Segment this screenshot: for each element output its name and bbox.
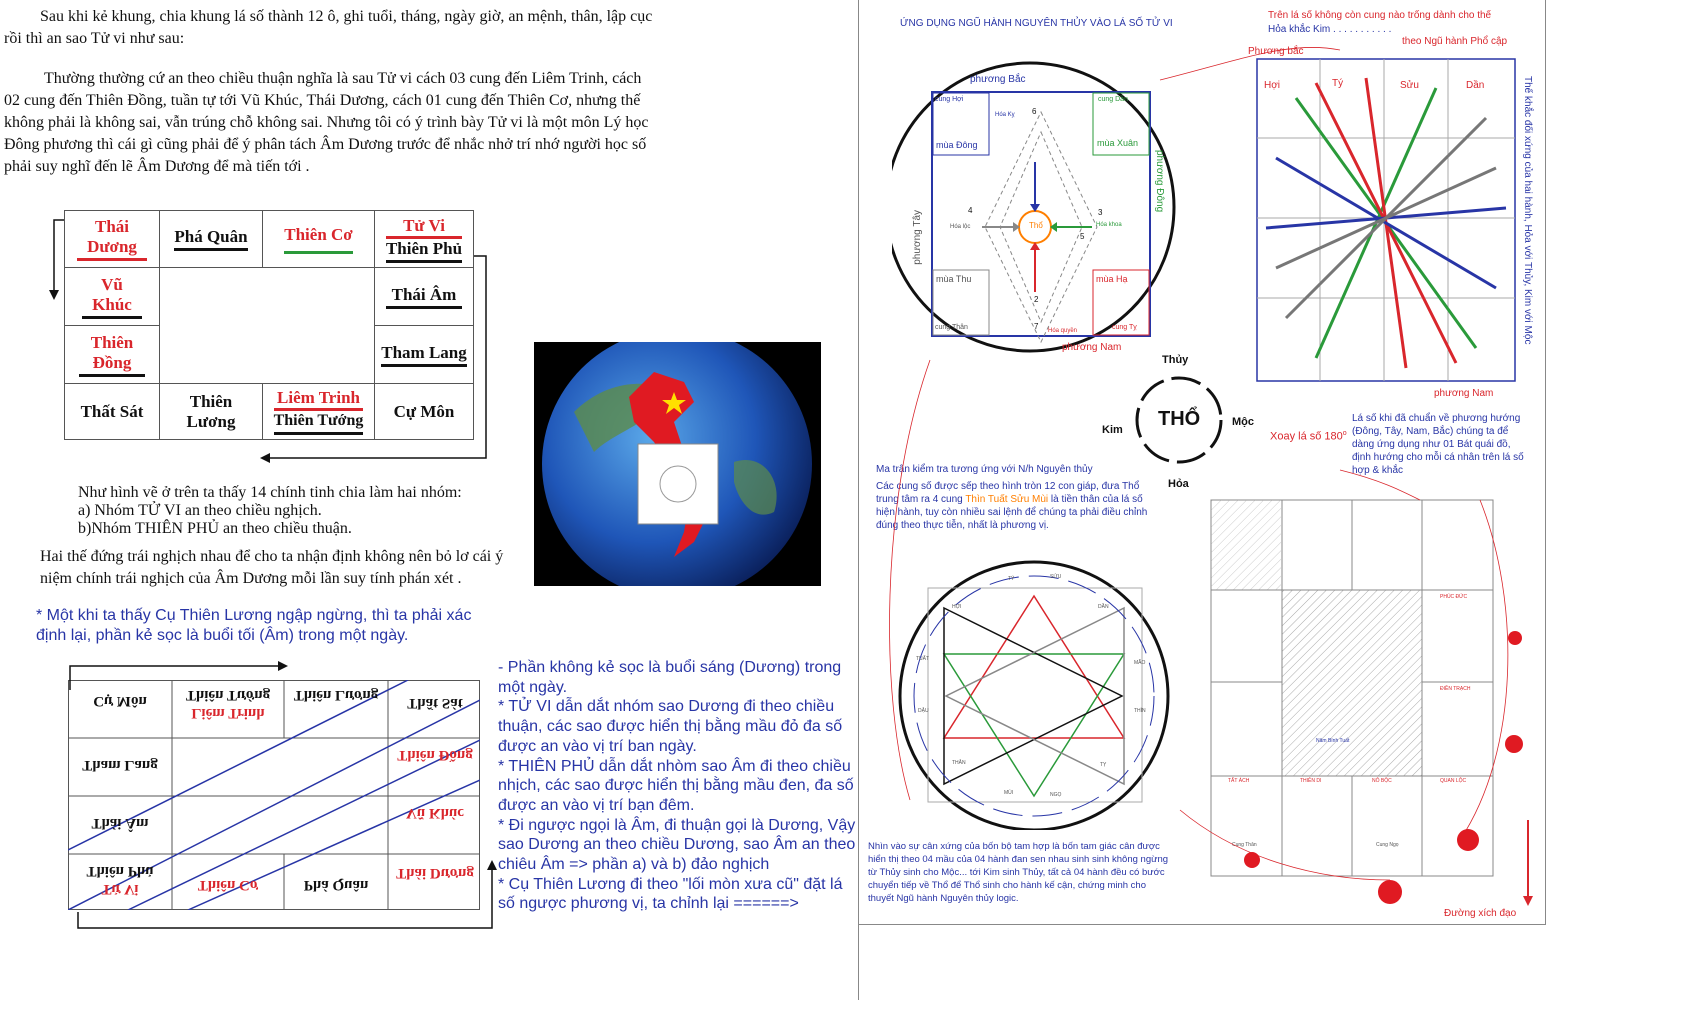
star-label-hoi: HỢI: [952, 604, 962, 610]
panel-divider: [858, 0, 859, 1000]
grid1-arrows: [40, 200, 500, 470]
label-n2: 2: [1034, 295, 1039, 304]
chart-label-dien-trach: ĐIỀN TRẠCH: [1440, 686, 1471, 692]
star-label-mui: MÙI: [1004, 790, 1014, 796]
phuong-nam-right: phương Nam: [1434, 388, 1494, 399]
star-label-tuat: TUẤT: [916, 656, 930, 662]
star-liem-trinh: Liêm Trinh: [277, 388, 360, 407]
star-that-sat: Thất Sát: [80, 401, 144, 421]
star-thai-duong: Thái Dương: [77, 217, 147, 261]
label-cung-than: cung Thân: [935, 324, 968, 331]
label-phuong-dong: phương Đông: [1154, 150, 1165, 213]
star-pha-quan: Phá Quân: [174, 227, 247, 251]
globe-illustration: [534, 342, 821, 586]
mirror-liem-trinh: Liêm Trinh Thiên Tướng: [185, 687, 271, 721]
star-thien-phu: Thiên Phủ: [386, 236, 462, 263]
star-thien-dong: Thiên Đồng: [79, 333, 145, 377]
note-top-1: Trên lá số không còn cung nào trống dành cho thế: [1268, 10, 1492, 21]
blue-list-item-4: * Đi ngược ngọi là Âm, đi thuận gọi là Dương, Vậy sao Dương an theo chiều Dương, sao Âm an theo chiêu Âm => phần a) và b) đảo nghịch: [498, 816, 856, 874]
connector-lines: [860, 0, 1544, 924]
chart-label-no-boc: NÔ BỘC: [1372, 778, 1392, 784]
element-kim: Kim: [1102, 424, 1123, 436]
mirror-pha-quan: Phá Quân: [303, 877, 369, 893]
element-moc: Mộc: [1232, 416, 1254, 428]
branch-ty: Tý: [1332, 78, 1344, 89]
chart-label-nam: Năm Bính Tuất: [1316, 738, 1350, 744]
label-n3: 3: [1098, 208, 1103, 217]
element-thuy: Thủy: [1162, 354, 1189, 366]
chart-label-cung-ngo: Cung Ngọ: [1376, 842, 1399, 848]
side-vertical-text: Thế khắc đối xứng của hai hành, Hỏa với Thủy, Kim với Mộc: [1522, 76, 1533, 345]
panel-divider-right: [1545, 0, 1546, 925]
matrix-note: Các cung số được sếp theo hình tròn 12 con giáp, đưa Thổ trung tâm ra 4 cung Thìn Tuất Sửu Mùi là tiền thân của lá số hiện hành, tuy còn nhiều sai lệnh để chúng ta phải điều chỉnh đúng theo thực tiễn, nhất là phương vị.: [876, 481, 1148, 531]
matrix-note-title: Ma trận kiểm tra tương ứng với N/h Nguyên thủy: [876, 464, 1093, 475]
blue-list-item-5: * Cụ Thiên Lương đi theo "lối mòn xưa cũ" đặt lá số ngược phương vị, ta chỉnh lại ======>: [498, 875, 843, 913]
star-label-dan: DẦN: [1098, 604, 1109, 610]
mirror-that-sat: Thất Sát: [407, 695, 463, 711]
star-label-mao: MÃO: [1134, 660, 1146, 666]
blue-list-item-2: * TỬ VI dẫn dắt nhóm sao Dương đi theo chiều thuận, các sao được hiển thị bằng mầu đỏ đa số được an vào vị trí ban ngày.: [498, 698, 843, 755]
star-label-ty2: TỴ: [1100, 762, 1107, 768]
chart-label-cung-than: Cung Thân: [1232, 842, 1257, 848]
label-mua-ha: mùa Hạ: [1096, 274, 1128, 284]
label-n6: 6: [1032, 107, 1037, 116]
element-tho: THỔ: [1158, 408, 1201, 430]
branch-dan: Dần: [1466, 80, 1485, 91]
element-hoa: Hỏa: [1168, 478, 1189, 490]
label-phuong-tay: phương Tây: [912, 210, 923, 265]
group-a: a) Nhóm TỬ VI an theo chiều nghịch.: [78, 502, 322, 519]
label-phuong-bac: phương Bắc: [970, 74, 1026, 85]
label-hoa-loc: Hóa lộc: [950, 224, 971, 230]
star-thien-luong: Thiên Lương: [186, 391, 236, 431]
intro-text: Sau khi kẻ khung, chia khung lá số thành 12 ô, ghi tuổi, tháng, ngày giờ, an mệnh, thân, lập cục rồi thì an sao Tử vi như sau:: [4, 8, 653, 47]
panel-divider-bottom: [858, 924, 1546, 925]
blue-list-item-1: - Phần không kẻ sọc là buổi sáng (Dương) trong một ngày.: [498, 659, 842, 696]
mirror-tham-lang: Tham Lang: [82, 757, 158, 773]
duong-xich-dao: Đường xích đạo: [1444, 908, 1517, 919]
conclusion-text: Hai thế đứng trái nghịch nhau để cho ta nhận định không nên bỏ lơ cái ý niệm chính trái nghịch của Âm Dương mỗi lần suy tính phán xét .: [40, 548, 504, 587]
branch-suu: Sửu: [1400, 80, 1419, 91]
phuong-bac-top: Phương bắc: [1248, 46, 1304, 57]
chart-label-quan-loc: QUAN LỘC: [1440, 778, 1467, 784]
branch-hoi: Hợi: [1264, 80, 1281, 91]
label-tho-small: Thổ: [1029, 221, 1043, 230]
mirror-thien-luong: Thiên Lương: [293, 687, 379, 703]
star-thai-am: Thái Âm: [386, 285, 462, 309]
mirror-vu-khuc: Vũ Khúc: [406, 805, 464, 821]
blue-list: [498, 658, 858, 914]
mirror-thien-dong: Thiên Đồng: [397, 747, 473, 763]
note-top-2: Hỏa khắc Kim . . . . . . . . . . .: [1268, 24, 1392, 35]
chart-label-thien-di: THIÊN DI: [1300, 778, 1322, 784]
mirror-tu-vi: Tử Vi Thiên Phủ: [86, 863, 154, 897]
star-vu-khuc: Vũ Khúc: [82, 275, 142, 319]
right-title: ỨNG DỤNG NGŨ HÀNH NGUYÊN THỦY VÀO LÁ SỐ TỬ VI: [900, 18, 1173, 29]
label-mua-xuan: mùa Xuân: [1097, 138, 1139, 148]
paragraph-2: Thường thường cứ an theo chiều thuận nghĩa là sau Tử vi cách 03 cung đến Liêm Trinh, cách 02 cung đến Thiên Đồng, tuần tự tới Vũ Khúc, Thái Dương, cách 01 cung đến Thiên Cơ, nhưng thế không phải là không sai, vẫn trúng chỗ không sai. Nhưng tôi có ý trình bày Tử vi là một môn Lý học Đông phương thì cái gì cũng phải để ý phân tách Âm Dương trước để nhắc nhở trí nhớ người học số phải suy nghĩ đến lẽ Âm Dương để mà tiến tới .: [4, 70, 649, 175]
groups-intro: Như hình vẽ ở trên ta thấy 14 chính tinh chia làm hai nhóm:: [78, 484, 462, 501]
star-thien-tuong: Thiên Tướng: [274, 408, 364, 435]
chart-label-phuc-duc: PHÚC ĐỨC: [1440, 594, 1468, 600]
mirror-thai-am: Thái Âm: [91, 815, 149, 831]
bottom-note: Nhìn vào sự cân xứng của bốn bộ tam hợp là bốn tam giác cân được hiển thị theo 04 mầu của 04 hành đan sen nhau sinh sinh không ngừng từ Thủy sinh cho Mộc... tới Kim sinh Thủy, tất cả 04 hành đều có bước chuyển tiếp về Thổ để Thổ sinh cho hành kế cận, chứng minh cho thuyết Ngũ hành Nguyên thủy logic.: [868, 841, 1169, 904]
grid2-arrows: [60, 656, 500, 946]
label-hoa-quyen: Hóa quyền: [1048, 328, 1078, 334]
label-cung-hoi: cung Hợi: [935, 96, 964, 103]
star-label-dau: DẬU: [918, 708, 929, 714]
star-tham-lang: Tham Lang: [381, 343, 467, 367]
globe-image: [534, 342, 821, 586]
note-top-3: theo Ngũ hành Phổ cập: [1402, 36, 1508, 47]
star-label-suu: SỬU: [1050, 574, 1062, 580]
blue-note: * Một khi ta thấy Cụ Thiên Lương ngập ngừng, thì ta phải xác định lại, phần kẻ sọc là buổi tối (Âm) trong một ngày.: [36, 607, 472, 644]
label-hoa-khoa: Hóa khoa: [1096, 222, 1122, 228]
label-hoa-ky: Hóa Kỵ: [995, 112, 1015, 118]
chart-label-tat-ach: TẤT ÁCH: [1228, 778, 1250, 784]
xoay-label: Xoay lá số 180$^o$: [1270, 430, 1347, 443]
group-b: b)Nhóm THIÊN PHỦ an theo chiều thuận.: [78, 520, 352, 537]
label-cung-ty: cung Tỵ: [1112, 324, 1137, 331]
label-n5: 5: [1080, 232, 1085, 241]
label-mua-dong: mùa Đông: [936, 140, 978, 150]
mirror-cu-mon: Cự Môn: [93, 693, 147, 709]
star-thien-co: Thiên Cơ: [284, 225, 352, 254]
star-label-ngo: NGỌ: [1050, 792, 1062, 798]
mirror-thien-co: Thiên Cơ: [197, 877, 259, 893]
mirror-thai-duong: Thái Dương: [396, 865, 474, 881]
star-label-ty: TÝ: [1008, 576, 1015, 582]
blue-list-item-3: * THIÊN PHỦ dẫn dắt nhòm sao Âm đi theo chiều nhịch, các sao được hiển thị bằng mầu đen, đa số được an vào vị trí bạn đêm.: [498, 757, 854, 814]
label-mua-thu: mùa Thu: [936, 274, 972, 284]
star-cu-mon: Cự Môn: [393, 401, 455, 421]
label-n7: 7: [1034, 322, 1039, 331]
label-n4: 4: [968, 206, 973, 215]
star-label-thin: THÌN: [1134, 708, 1146, 714]
right-note: Lá số khi đã chuẩn về phương hướng (Đông, Tây, Nam, Bắc) chúng ta để dàng ứng dụng như 01 Bát quái đồ, định hướng cho mỗi cá nhân trên lá số hợp & khắc: [1352, 413, 1524, 476]
star-label-than: THÂN: [952, 760, 966, 766]
label-phuong-nam: phương Nam: [1062, 342, 1122, 353]
label-cung-dan: cung Dần: [1098, 96, 1128, 103]
star-tu-vi: Tử Vi: [403, 215, 445, 235]
